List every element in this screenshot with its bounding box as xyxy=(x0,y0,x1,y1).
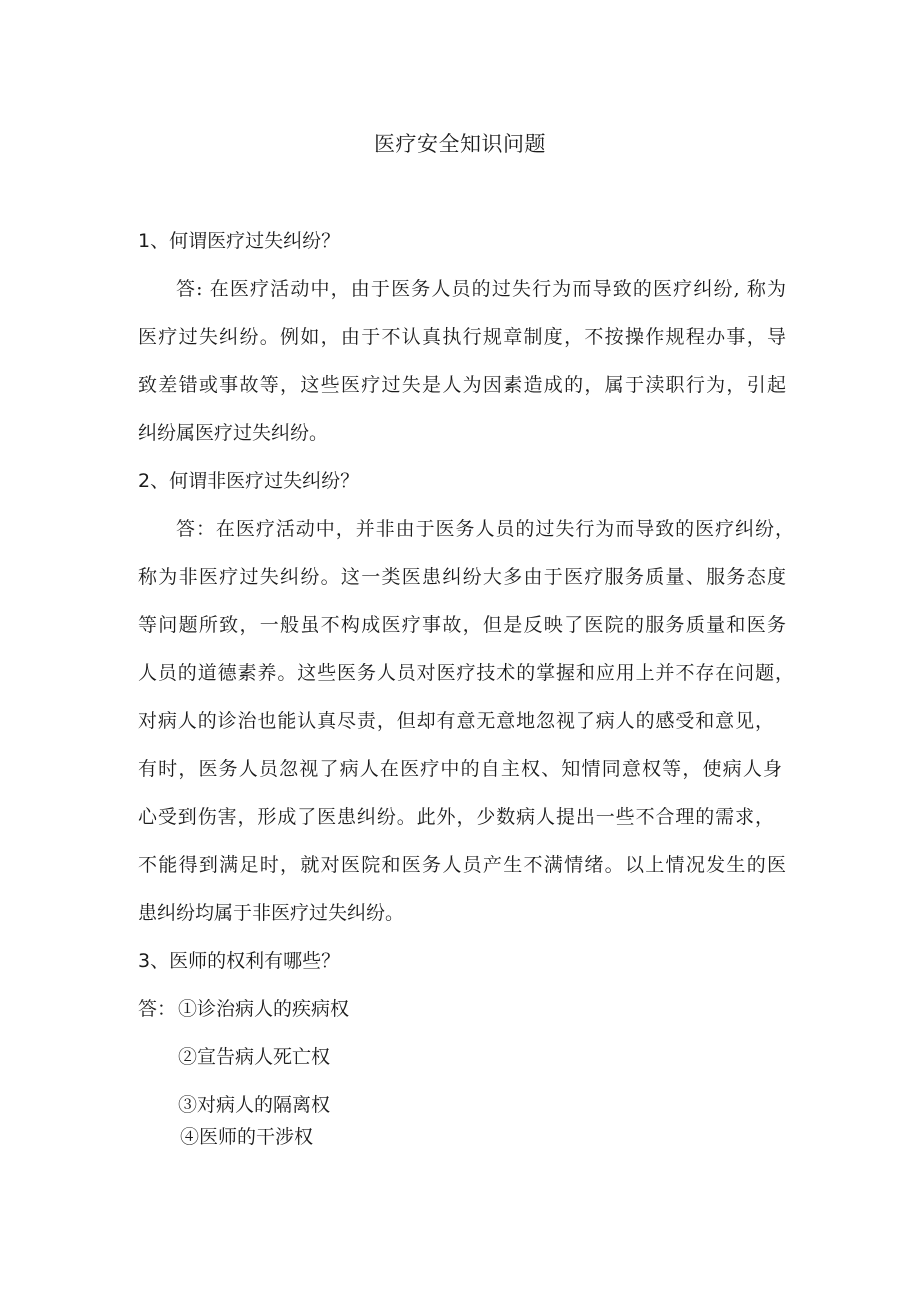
answer-2-line-1: 答：在医疗活动中，并非由于医务人员的过失行为而导致的医疗纠纷， xyxy=(176,518,794,540)
question-1: 1、何谓医疗过失纠纷？ xyxy=(138,230,341,252)
page-title: 医疗安全知识问题 xyxy=(374,132,546,156)
right-item-1: ①诊治病人的疾病权 xyxy=(178,998,350,1020)
answer-1-line-1: 答: 在医疗活动中，由于医务人员的过失行为而导致的医疗纠纷, 称为 xyxy=(176,278,786,300)
question-3: 3、医师的权利有哪些？ xyxy=(138,950,341,972)
answer-2-line-7: 心受到伤害，形成了医患纠纷。此外，少数病人提出一些不合理的需求， xyxy=(138,806,774,828)
answer-3-prefix: 答： xyxy=(138,998,177,1020)
answer-2-line-2: 称为非医疗过失纠纷。这一类医患纠纷大多由于医疗服务质量、服务态度 xyxy=(138,566,786,588)
answer-2-line-9: 患纠纷均属于非医疗过失纠纷。 xyxy=(138,902,405,924)
answer-2-line-3: 等问题所致，一般虽不构成医疗事故，但是反映了医院的服务质量和医务 xyxy=(138,614,786,636)
answer-1-line-3: 致差错或事故等，这些医疗过失是人为因素造成的，属于渎职行为，引起 xyxy=(138,374,786,396)
answer-2-line-5: 对病人的诊治也能认真尽责，但却有意无意地忽视了病人的感受和意见， xyxy=(138,710,774,732)
answer-2-line-6: 有时，医务人员忽视了病人在医疗中的自主权、知情同意权等，使病人身 xyxy=(138,758,782,780)
answer-1-line-4: 纠纷属医疗过失纠纷。 xyxy=(138,422,329,444)
question-2: 2、何谓非医疗过失纠纷？ xyxy=(138,470,360,492)
right-item-2: ②宣告病人死亡权 xyxy=(178,1046,331,1068)
right-item-3: ③对病人的隔离权 xyxy=(178,1094,331,1116)
answer-2-line-8: 不能得到满足时，就对医院和医务人员产生不满情绪。以上情况发生的医 xyxy=(138,854,786,876)
right-item-4: ④医师的干涉权 xyxy=(180,1126,314,1148)
answer-2-line-4: 人员的道德素养。这些医务人员对医疗技术的掌握和应用上并不存在问题， xyxy=(138,662,794,684)
answer-1-line-2: 医疗过失纠纷。例如，由于不认真执行规章制度，不按操作规程办事，导 xyxy=(138,326,786,348)
